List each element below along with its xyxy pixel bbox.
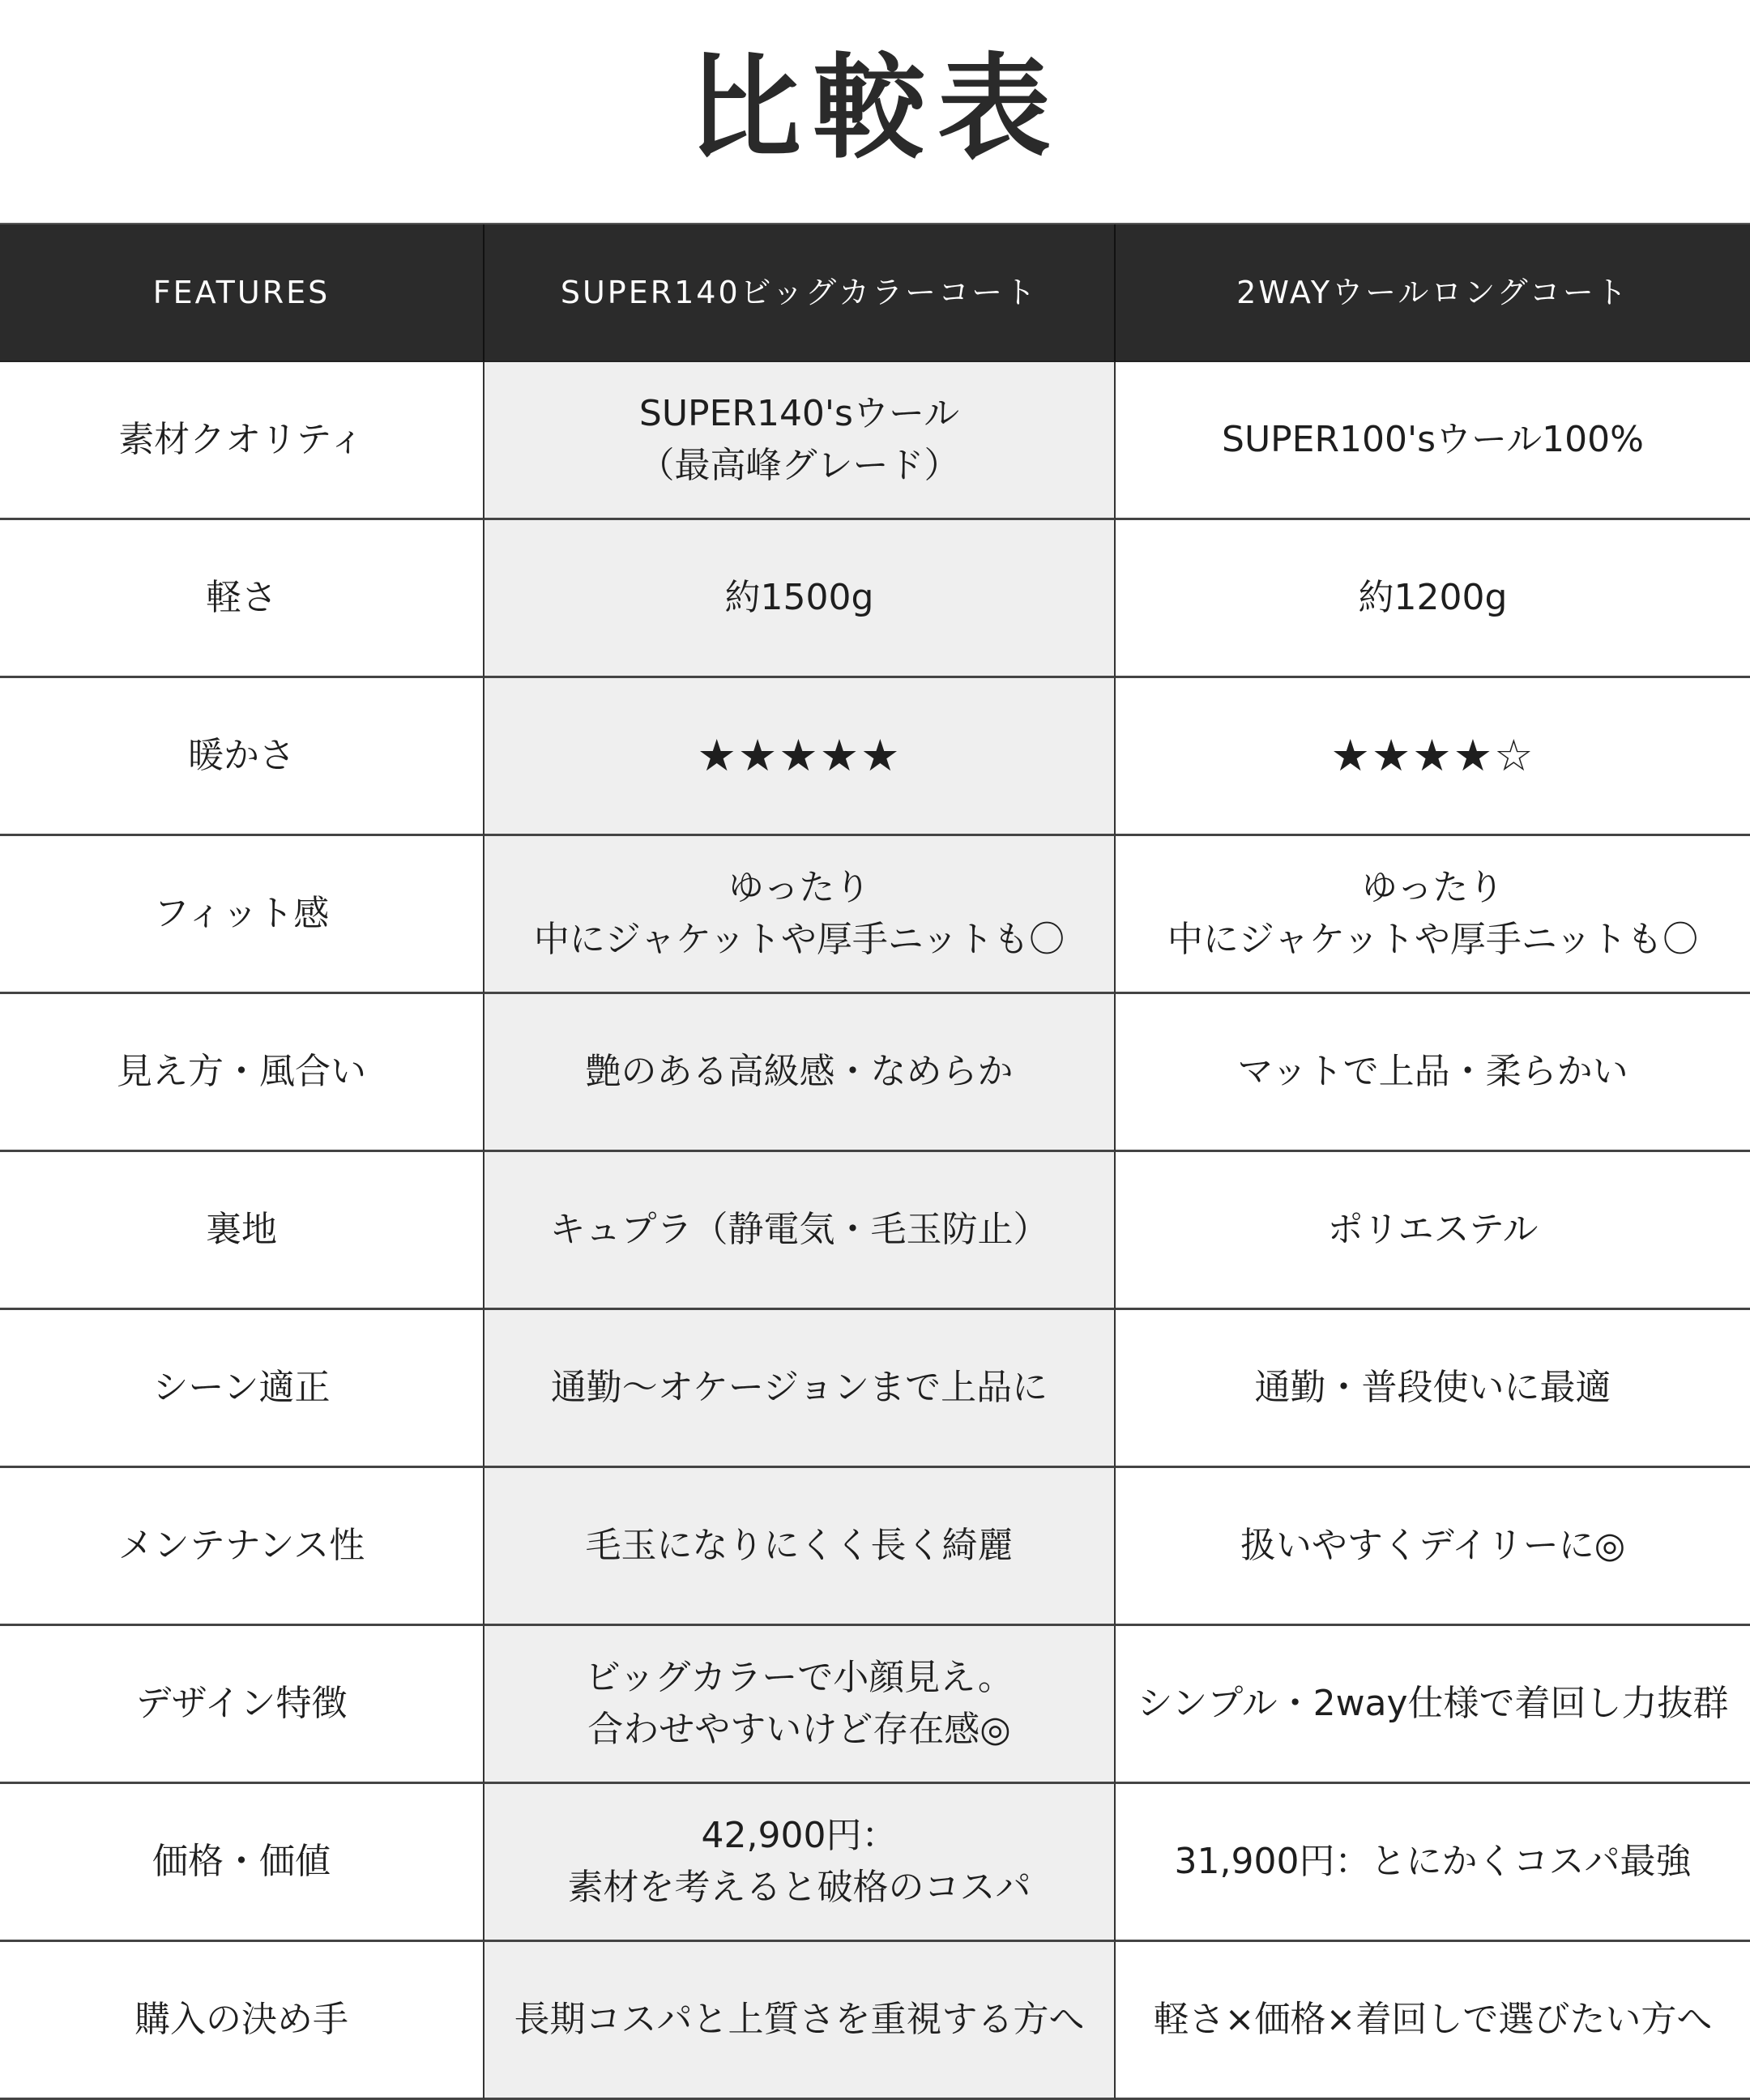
header-product-a: SUPER140ビッグカラーコート	[484, 224, 1116, 362]
product-a-cell: ビッグカラーで小顔見え。 合わせやすいけど存在感◎	[484, 1626, 1116, 1784]
feature-cell: メンテナンス性	[0, 1468, 484, 1626]
product-b-cell: 通勤・普段使いに最適	[1116, 1310, 1750, 1468]
product-a-cell: 42,900円： 素材を考えると破格のコスパ	[484, 1784, 1116, 1942]
header-features: FEATURES	[0, 224, 484, 362]
product-a-cell: キュプラ（静電気・毛玉防止）	[484, 1152, 1116, 1310]
header-product-b: 2WAYウールロングコート	[1116, 224, 1750, 362]
product-a-cell: SUPER140'sウール （最高峰グレード）	[484, 362, 1116, 520]
feature-cell: 価格・価値	[0, 1784, 484, 1942]
product-b-cell: SUPER100'sウール100%	[1116, 362, 1750, 520]
product-b-cell: マットで上品・柔らかい	[1116, 994, 1750, 1152]
product-a-cell: 通勤〜オケージョンまで上品に	[484, 1310, 1116, 1468]
product-b-cell: ポリエステル	[1116, 1152, 1750, 1310]
product-b-cell: シンプル・2way仕様で着回し力抜群	[1116, 1626, 1750, 1784]
product-a-cell: 長期コスパと上質さを重視する方へ	[484, 1942, 1116, 2100]
feature-cell: フィット感	[0, 836, 484, 994]
product-b-cell: 約1200g	[1116, 520, 1750, 678]
product-a-cell: 毛玉になりにくく長く綺麗	[484, 1468, 1116, 1626]
feature-cell: 暖かさ	[0, 678, 484, 836]
product-a-cell: 約1500g	[484, 520, 1116, 678]
page-title: 比較表	[687, 43, 1062, 175]
product-b-cell: ゆったり 中にジャケットや厚手ニットも〇	[1116, 836, 1750, 994]
product-a-cell: 艶のある高級感・なめらか	[484, 994, 1116, 1152]
feature-cell: デザイン特徴	[0, 1626, 484, 1784]
comparison-table	[0, 223, 1750, 2100]
product-b-cell: 扱いやすくデイリーに◎	[1116, 1468, 1750, 1626]
feature-cell: 軽さ	[0, 520, 484, 678]
product-b-cell: 軽さ×価格×着回しで選びたい方へ	[1116, 1942, 1750, 2100]
feature-cell: 購入の決め手	[0, 1942, 484, 2100]
feature-cell: シーン適正	[0, 1310, 484, 1468]
star-rating: ★★★★★	[484, 678, 1116, 836]
feature-cell: 見え方・風合い	[0, 994, 484, 1152]
feature-cell: 素材クオリティ	[0, 362, 484, 520]
feature-cell: 裏地	[0, 1152, 484, 1310]
product-a-cell: ゆったり 中にジャケットや厚手ニットも〇	[484, 836, 1116, 994]
product-b-cell: 31,900円：とにかくコスパ最強	[1116, 1784, 1750, 1942]
star-rating: ★★★★☆	[1116, 678, 1750, 836]
